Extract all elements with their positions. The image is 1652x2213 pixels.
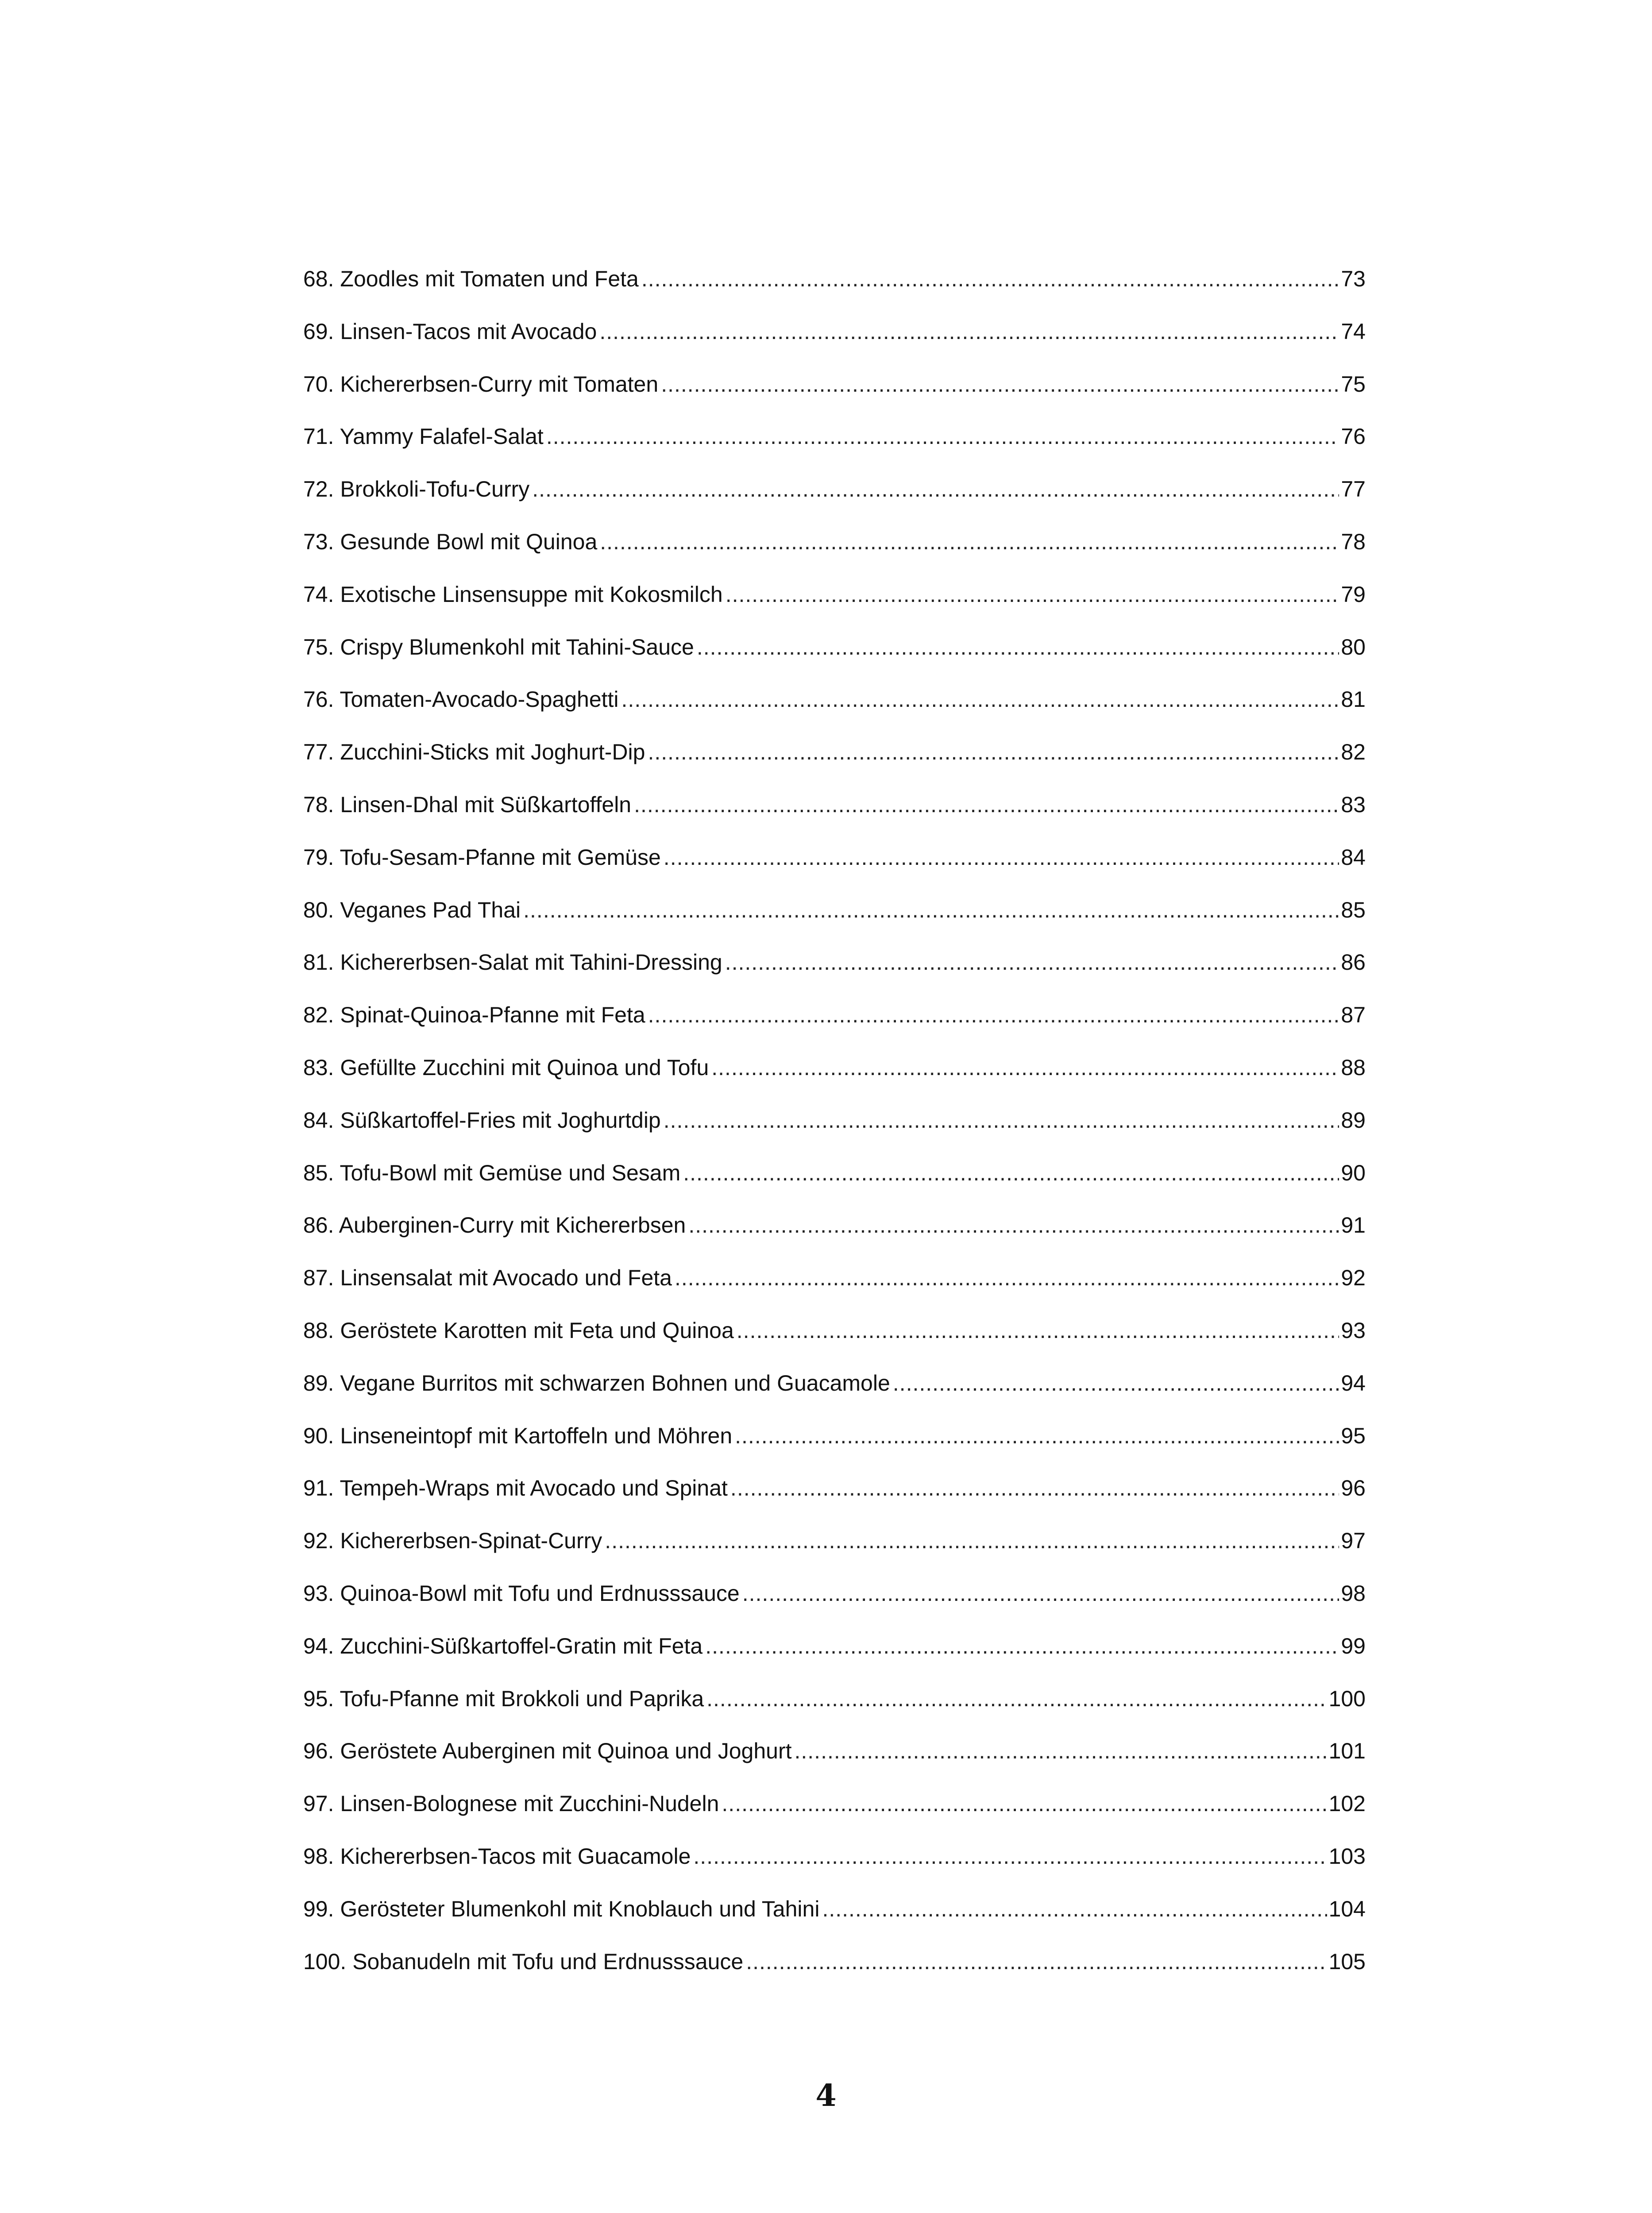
toc-entry-page-number: 83: [1341, 792, 1366, 817]
toc-entry-page-number: 91: [1341, 1213, 1366, 1238]
toc-entry: [303, 1839, 1366, 1891]
toc-entry-title: 94. Zucchini-Süßkartoffel-Gratin mit Feta: [303, 1633, 703, 1658]
toc-entry: [303, 787, 1366, 840]
toc-entry: [303, 1365, 1366, 1418]
toc-entry-title: 78. Linsen-Dhal mit Süßkartoffeln: [303, 792, 632, 817]
toc-entry: [303, 1576, 1366, 1628]
toc-dot-leader: [893, 1365, 1339, 1401]
toc-dot-leader: [706, 1681, 1327, 1716]
toc-entry-title: 74. Exotische Linsensuppe mit Kokosmilch: [303, 582, 723, 607]
toc-dot-leader: [688, 1207, 1339, 1243]
toc-entry: [303, 1891, 1366, 1944]
toc-entry: [303, 1786, 1366, 1839]
toc-dot-leader: [742, 1576, 1339, 1611]
toc-dot-leader: [725, 945, 1339, 980]
toc-entry-title: 86. Auberginen-Curry mit Kichererbsen: [303, 1213, 686, 1238]
toc-entry-title: 75. Crispy Blumenkohl mit Tahini-Sauce: [303, 634, 694, 659]
toc-entry-title: 81. Kichererbsen-Salat mit Tahini-Dressing: [303, 950, 722, 975]
toc-entry: [303, 1103, 1366, 1155]
toc-entry-title: 79. Tofu-Sesam-Pfanne mit Gemüse: [303, 844, 661, 870]
toc-entry-title: 96. Geröstete Auberginen mit Quinoa und Joghurt: [303, 1739, 792, 1764]
toc-entry-title: 95. Tofu-Pfanne mit Brokkoli und Paprika: [303, 1686, 704, 1711]
toc-entry: [303, 1207, 1366, 1260]
toc-entry-page-number: 104: [1328, 1896, 1366, 1921]
toc-entry: [303, 1418, 1366, 1471]
toc-entry-title: 91. Tempeh-Wraps mit Avocado und Spinat: [303, 1476, 728, 1501]
toc-entry: [303, 840, 1366, 892]
toc-entry-title: 93. Quinoa-Bowl mit Tofu und Erdnusssauce: [303, 1581, 740, 1606]
toc-entry: [303, 577, 1366, 629]
toc-entry-title: 73. Gesunde Bowl mit Quinoa: [303, 529, 598, 554]
toc-entry-page-number: 78: [1341, 529, 1366, 554]
toc-dot-leader: [641, 261, 1339, 297]
toc-entry-title: 85. Tofu-Bowl mit Gemüse und Sesam: [303, 1160, 681, 1185]
toc-entry-title: 76. Tomaten-Avocado-Spaghetti: [303, 687, 619, 712]
toc-entry-page-number: 85: [1341, 897, 1366, 922]
toc-dot-leader: [683, 1155, 1339, 1191]
toc-entry-page-number: 81: [1341, 687, 1366, 712]
toc-entry: [303, 1260, 1366, 1313]
toc-entry-page-number: 86: [1341, 950, 1366, 975]
toc-entry-page-number: 96: [1341, 1476, 1366, 1501]
toc-entry: [303, 471, 1366, 524]
toc-entry: [303, 682, 1366, 734]
toc-entry-title: 70. Kichererbsen-Curry mit Tomaten: [303, 371, 659, 397]
toc-entry-page-number: 103: [1328, 1843, 1366, 1869]
toc-entry-page-number: 90: [1341, 1160, 1366, 1185]
toc-dot-leader: [546, 419, 1339, 454]
toc-entry-title: 88. Geröstete Karotten mit Feta und Quinoa: [303, 1318, 734, 1343]
toc-dot-leader: [634, 787, 1339, 822]
toc-dot-leader: [621, 682, 1339, 717]
toc-entry-page-number: 98: [1341, 1581, 1366, 1606]
toc-entry-page-number: 76: [1341, 424, 1366, 449]
toc-entry-page-number: 73: [1341, 266, 1366, 291]
toc-entry-title: 92. Kichererbsen-Spinat-Curry: [303, 1528, 602, 1554]
toc-dot-leader: [532, 471, 1339, 507]
toc-entry: [303, 524, 1366, 577]
toc-entry-title: 72. Brokkoli-Tofu-Curry: [303, 477, 530, 502]
toc-dot-leader: [600, 524, 1339, 559]
toc-entry-page-number: 97: [1341, 1528, 1366, 1554]
toc-entry-title: 77. Zucchini-Sticks mit Joghurt-Dip: [303, 740, 645, 765]
toc-entry: [303, 1470, 1366, 1523]
toc-dot-leader: [605, 1523, 1339, 1558]
toc-dot-leader: [664, 1103, 1339, 1138]
toc-entry-title: 80. Veganes Pad Thai: [303, 897, 521, 922]
toc-dot-leader: [661, 366, 1339, 402]
toc-dot-leader: [599, 314, 1339, 349]
toc-entry: [303, 734, 1366, 787]
toc-dot-leader: [730, 1470, 1339, 1506]
toc-entry-page-number: 92: [1341, 1265, 1366, 1291]
toc-dot-leader: [822, 1891, 1327, 1927]
toc-dot-leader: [648, 997, 1339, 1033]
toc-entry-title: 97. Linsen-Bolognese mit Zucchini-Nudeln: [303, 1791, 719, 1816]
toc-dot-leader: [722, 1786, 1327, 1821]
toc-dot-leader: [795, 1733, 1327, 1769]
toc-entry: [303, 945, 1366, 997]
toc-dot-leader: [711, 1050, 1339, 1085]
toc-entry-page-number: 82: [1341, 740, 1366, 765]
table-of-contents: [303, 261, 1366, 1996]
toc-entry-page-number: 74: [1341, 319, 1366, 344]
toc-entry-page-number: 75: [1341, 371, 1366, 397]
toc-dot-leader: [735, 1418, 1339, 1453]
toc-entry-title: 84. Süßkartoffel-Fries mit Joghurtdip: [303, 1107, 661, 1133]
toc-entry-page-number: 99: [1341, 1633, 1366, 1658]
toc-entry: [303, 1944, 1366, 1997]
toc-dot-leader: [675, 1260, 1339, 1295]
toc-entry-title: 83. Gefüllte Zucchini mit Quinoa und Tofu: [303, 1055, 709, 1080]
toc-dot-leader: [664, 840, 1339, 875]
toc-entry-title: 99. Gerösteter Blumenkohl mit Knoblauch und Tahini: [303, 1896, 820, 1921]
toc-entry: [303, 629, 1366, 682]
toc-dot-leader: [697, 629, 1339, 665]
toc-entry-title: 100. Sobanudeln mit Tofu und Erdnusssauce: [303, 1949, 744, 1974]
toc-entry-page-number: 102: [1328, 1791, 1366, 1816]
toc-entry: [303, 1681, 1366, 1734]
toc-entry: [303, 1050, 1366, 1103]
toc-entry-page-number: 80: [1341, 634, 1366, 659]
toc-entry: [303, 892, 1366, 945]
toc-entry: [303, 1733, 1366, 1786]
toc-dot-leader: [523, 892, 1339, 928]
toc-entry-title: 89. Vegane Burritos mit schwarzen Bohnen und Guacamole: [303, 1370, 890, 1396]
toc-dot-leader: [726, 577, 1339, 612]
toc-dot-leader: [746, 1944, 1327, 1979]
toc-entry-page-number: 101: [1328, 1739, 1366, 1764]
toc-entry: [303, 1155, 1366, 1208]
toc-entry-page-number: 94: [1341, 1370, 1366, 1396]
toc-entry-title: 68. Zoodles mit Tomaten und Feta: [303, 266, 639, 291]
toc-entry-page-number: 77: [1341, 477, 1366, 502]
toc-entry-title: 71. Yammy Falafel-Salat: [303, 424, 544, 449]
toc-entry-page-number: 84: [1341, 844, 1366, 870]
toc-dot-leader: [693, 1839, 1327, 1874]
toc-entry-page-number: 95: [1341, 1423, 1366, 1448]
toc-entry: [303, 261, 1366, 314]
toc-entry-page-number: 100: [1328, 1686, 1366, 1711]
toc-entry: [303, 314, 1366, 366]
toc-dot-leader: [648, 734, 1339, 770]
toc-entry-page-number: 93: [1341, 1318, 1366, 1343]
toc-dot-leader: [705, 1628, 1339, 1664]
toc-entry-page-number: 79: [1341, 582, 1366, 607]
page-number: 4: [815, 2078, 837, 2113]
toc-entry: [303, 1313, 1366, 1365]
toc-entry: [303, 419, 1366, 471]
toc-entry: [303, 997, 1366, 1050]
toc-entry: [303, 366, 1366, 419]
toc-entry: [303, 1628, 1366, 1681]
toc-entry-page-number: 89: [1341, 1107, 1366, 1133]
toc-entry-title: 82. Spinat-Quinoa-Pfanne mit Feta: [303, 1002, 645, 1028]
toc-dot-leader: [737, 1313, 1339, 1348]
toc-entry: [303, 1523, 1366, 1576]
toc-entry-page-number: 87: [1341, 1002, 1366, 1028]
toc-entry-page-number: 88: [1341, 1055, 1366, 1080]
toc-entry-page-number: 105: [1328, 1949, 1366, 1974]
toc-entry-title: 87. Linsensalat mit Avocado und Feta: [303, 1265, 672, 1291]
toc-entry-title: 98. Kichererbsen-Tacos mit Guacamole: [303, 1843, 691, 1869]
toc-entry-title: 69. Linsen-Tacos mit Avocado: [303, 319, 597, 344]
toc-entry-title: 90. Linseneintopf mit Kartoffeln und Möhren: [303, 1423, 733, 1448]
